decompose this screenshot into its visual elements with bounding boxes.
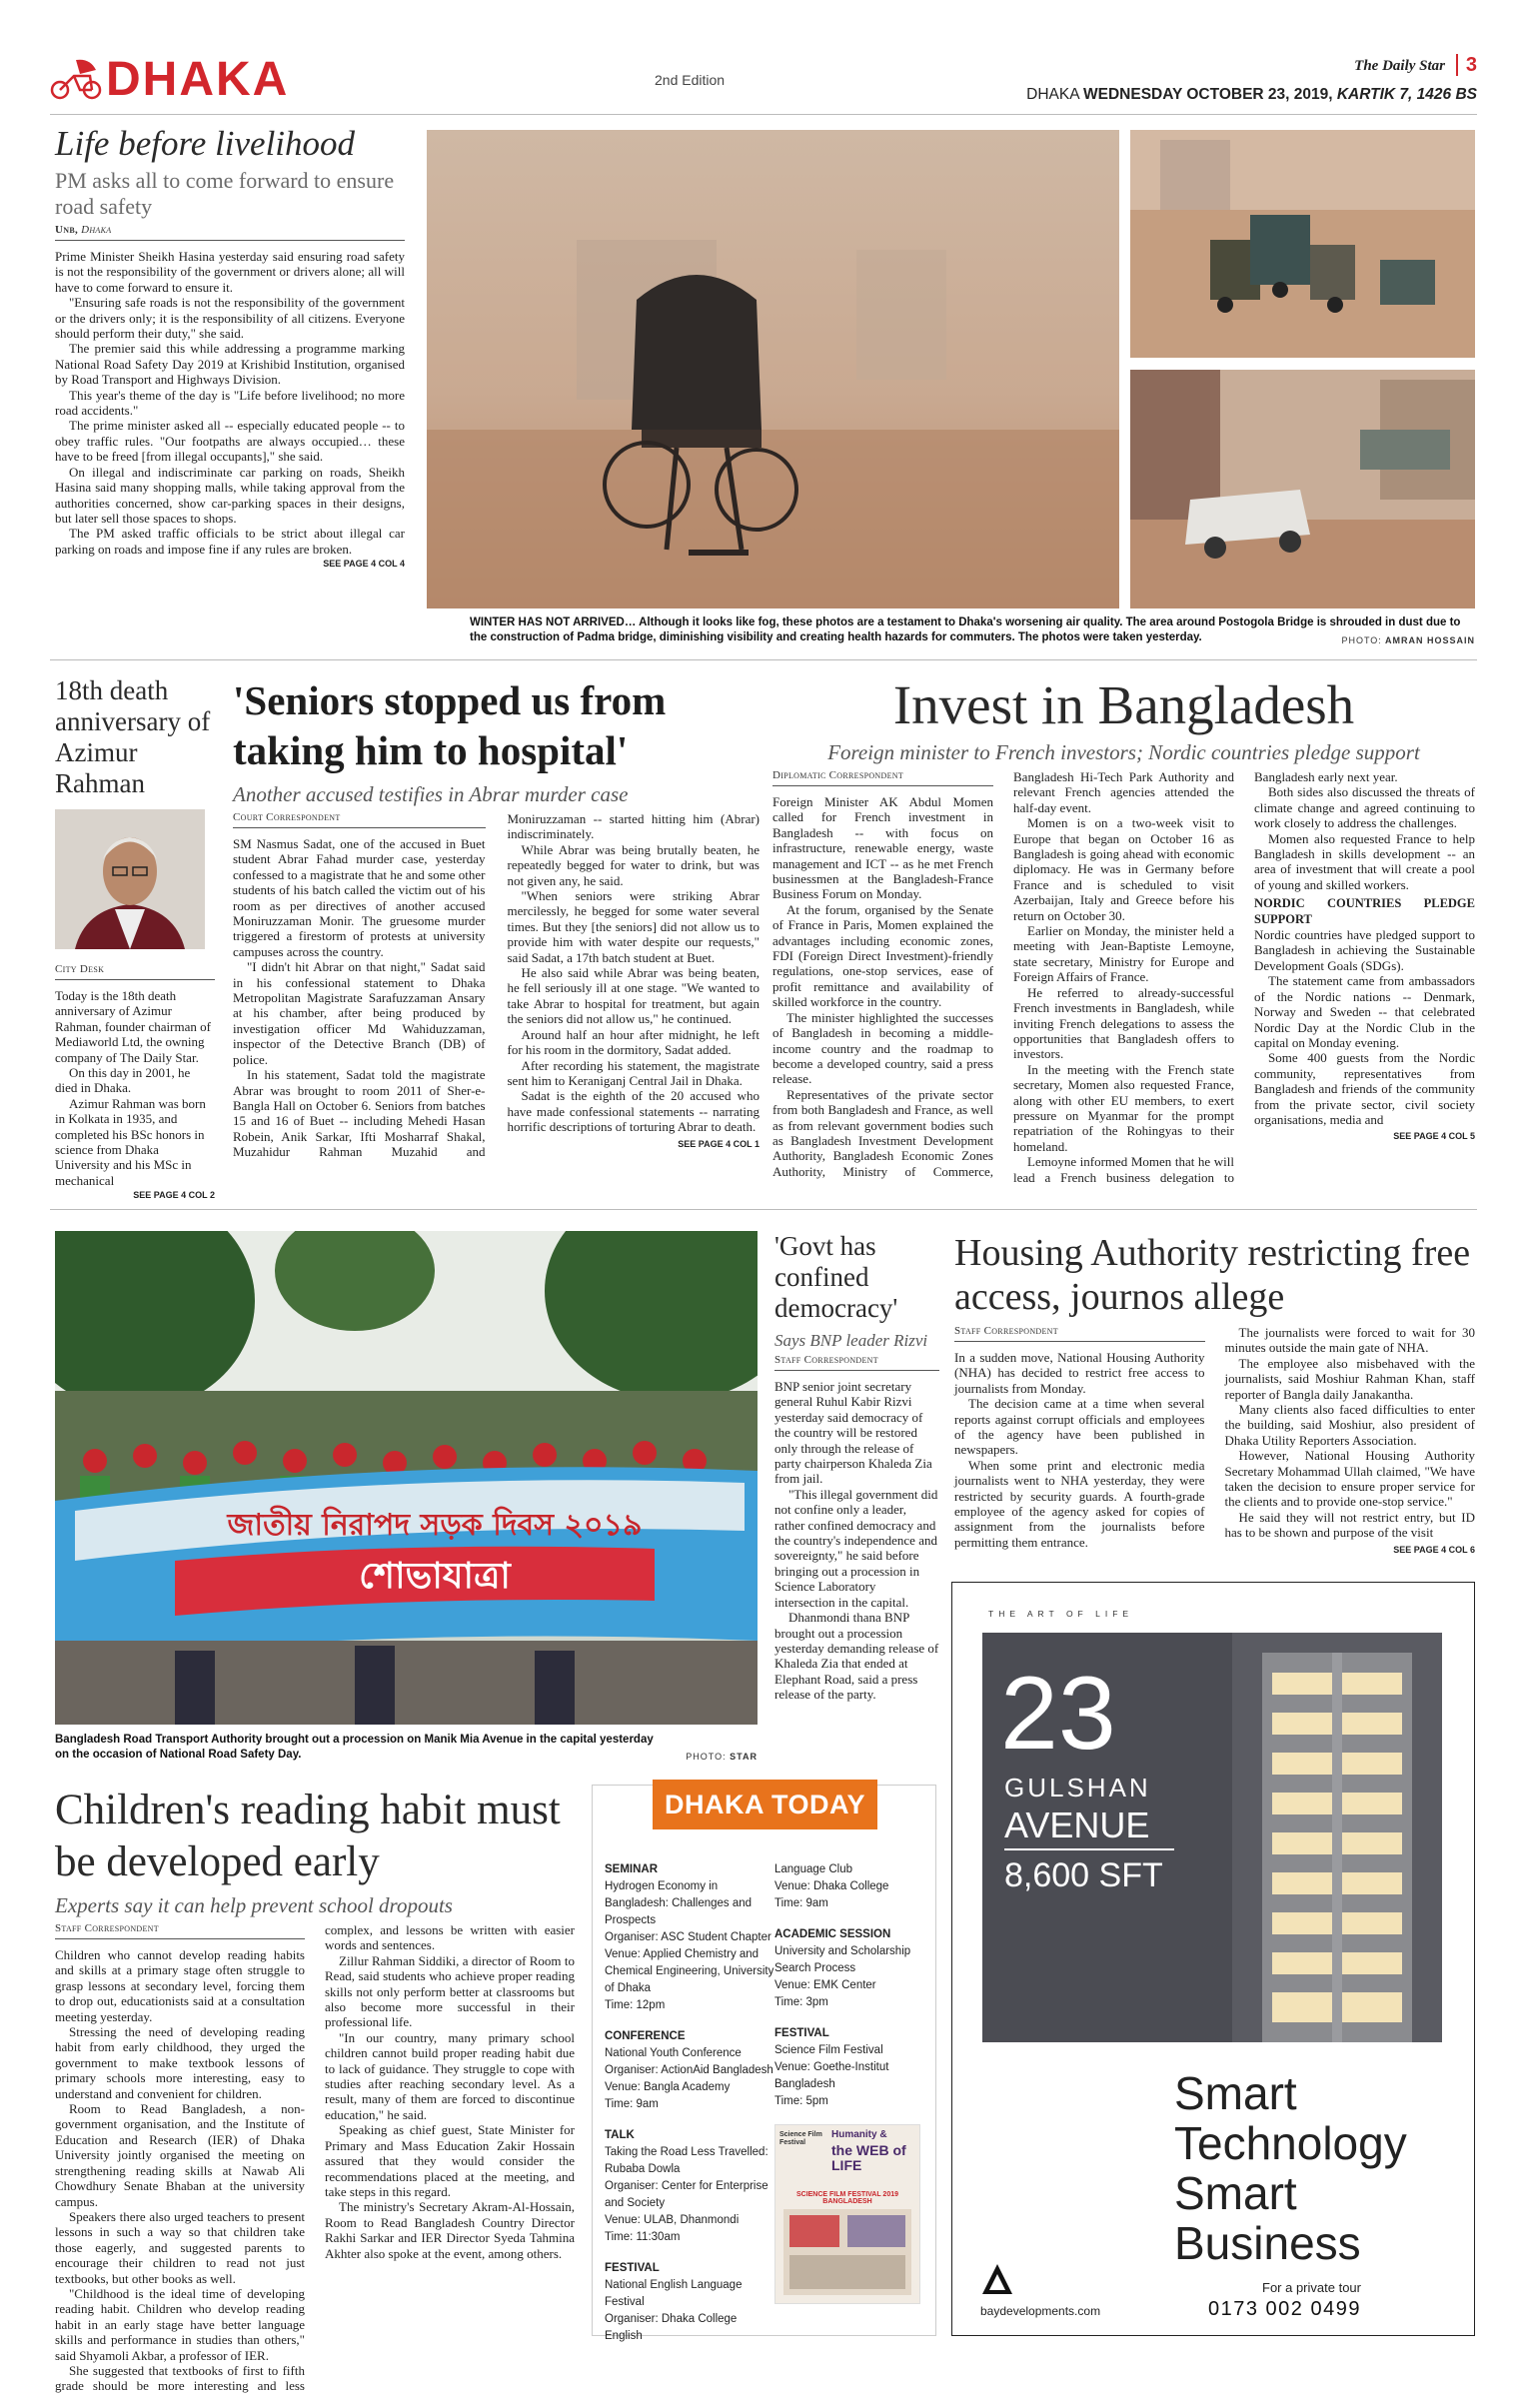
event-line: Time: 12pm [605,1999,666,2011]
story-abrar [233,675,760,1160]
poster-badge: Science Film Festival [779,2131,822,2146]
event-line: National English Language Festival [605,2279,743,2308]
events-col-2 [774,1861,934,2304]
ad-tour-text: For a private tour [1262,2280,1361,2295]
event-item[interactable] [774,2025,934,2110]
dateline-bangla: KARTIK 7, 1426 BS [1336,86,1477,103]
paragraph: The premier said this while addressing a programme marking National Road Safety Day 2019 at Krishibid Institution, organised by Road Transport and Highways Division. [55,341,405,388]
event-line: Hydrogen Economy in Bangladesh: Challenges and Prospects [605,1880,753,1926]
jump-line[interactable]: SEE PAGE 4 COL 5 [1393,1131,1475,1142]
rickshaw-icon [50,56,102,100]
event-line: Venue: Bangla Academy [605,2081,731,2093]
jump-line[interactable]: SEE PAGE 4 COL 6 [1393,1544,1475,1555]
story-road-safety [55,124,405,569]
article-body [55,249,405,557]
section-rule [50,659,1477,660]
story-invest [772,675,1475,1189]
byline: Court Correspondent [233,811,486,828]
ad-website[interactable]: baydevelopments.com [980,2304,1101,2318]
paragraph: The ministry's Secretary Akram-Al-Hossain, Room to Read Bangladesh Country Director Rakhi Sarkar and IER Director Syeda Tahmina Akhter also spoke at the event, among others. [325,2199,575,2261]
jump-line[interactable]: SEE PAGE 4 COL 1 [678,1138,760,1149]
byline: Diplomatic Correspondent [772,769,993,786]
headline: Invest in Bangladesh [892,674,1355,735]
event-line: Venue: Dhaka College [774,1880,889,1892]
event-line: Organiser: Center for Enterprise and Society [605,2180,768,2209]
paragraph: Sadat is the eighth of the 20 accused who have made confessional statements -- narrating horrific descriptions of torturing Abrar to death. [507,1088,760,1135]
credit-label: PHOTO: [686,1752,727,1762]
headline: Housing Authority restricting free access, journos allege [954,1232,1471,1318]
paragraph: Speaking as chief guest, State Minister for Primary and Mass Education Zakir Hossain assured that they would consider the recommendations placed at the meeting, and take steps in this regard. [325,2122,575,2199]
azimur-portrait [55,809,205,949]
procession-credit [660,1752,758,1762]
event-item[interactable] [605,2028,774,2113]
ad-tagline: THE ART OF LIFE [988,1609,1134,1619]
story-reading [55,1785,575,2408]
dust-photo-top-right [1130,130,1475,358]
paragraph: SM Nasmus Sadat, one of the accused in Buet student Abrar Fahad murder case, yesterday confessed to a magistrate that he and some other students of his batch called the victim out of his room as per directives of another accused Moniruzzaman Monir. The gruesome murder triggered a firestorm of protests at university campuses across the country. [233,836,486,959]
paragraph: Prime Minister Sheikh Hasina yesterday said ensuring road safety is not the responsibility of the government or drivers alone; all will have to come forward to ensure it. [55,249,405,295]
byline: Staff Correspondent [55,1922,305,1939]
caption-text: Although it looks like fog, these photos are a testament to Dhaka's worsening air quality. The area around Postogola Bridge is shrouded in dust due to the construction of Padma bridge, diminishing visibility and creating health hazards for commuters. The photos were taken yesterday. [470,616,1461,643]
paragraph: "This illegal government did not confine only a leader, rather confined democracy and the country's independence and sovereignty," he said before bringing out a procession in Science Laboratory intersection in the capital. [774,1486,938,1610]
edition-label: 2nd Edition [655,72,726,88]
credit-name: STAR [730,1752,758,1762]
paragraph: Zillur Rahman Siddiki, a director of Room to Read, said students who achieve proper reading skills not only perform better at classrooms but also become more successful in their professional life. [325,1952,575,2030]
deck: Another accused testifies in Abrar murder case [233,782,629,806]
headline: Children's reading habit must be developed early [55,1787,561,1885]
event-line: Organiser: ASC Student Chapter [605,1931,771,1943]
dateline-city: DHAKA [1026,86,1079,103]
poster-graphic [783,2209,911,2295]
poster-title-2: the WEB of LIFE [831,2142,906,2173]
ad-slogan-1: Smart [1174,2067,1297,2119]
article-body [774,1379,939,1703]
event-item[interactable] [774,1861,934,1912]
article-columns [55,1922,575,2408]
ad-phone[interactable]: 0173 002 0499 [1208,2298,1361,2320]
jump-line[interactable]: SEE PAGE 4 COL 2 [133,1190,215,1201]
byline: Staff Correspondent [774,1354,939,1371]
paragraph: Azimur Rahman was born in Kolkata in 1935, and completed his BSc honors in science from Dhaka University and his MSc in mechanical [55,1095,206,1188]
event-type: FESTIVAL [774,2027,829,2039]
event-type: FESTIVAL [605,2262,660,2274]
paragraph: "In our country, many primary school children cannot build proper reading habit due to lack of guidance. They struggle to cope with studies after reaching secondary level. As a result, many of them are forced to discontinue education," he said. [325,2029,575,2122]
dateline-date: WEDNESDAY OCTOBER 23, 2019, [1083,86,1333,103]
ad-street-2: AVENUE [1004,1805,1150,1845]
event-line: Time: 11:30am [605,2231,681,2243]
ad-divider [1004,1848,1174,1850]
paragraph: Some 400 guests from the Nordic community, representatives from Bangladesh and friends of the community from the private sector, civil society organisations, media and [1254,1050,1475,1127]
event-line: Time: 3pm [774,1996,828,2008]
dust-photo-credit [1341,635,1475,645]
paragraph: "When seniors were striking Abrar mercilessly, he begged for some water several times. But they [the seniors] did not allow us to provide him with water despite our requests," said Sadat, a 17th batch student at Buet. [507,888,760,965]
paragraph: "Ensuring safe roads is not the responsibility of the government or the drivers only; it is the responsibility of all citizens. Everyone should perform their duty," she said. [55,295,405,342]
ad-area: 8,600 SFT [1004,1856,1163,1894]
paragraph: Children who cannot develop reading habits and skills at a primary stage often struggle to grasp lessons at secondary level, forcing them to drop out, educationists said at a consultation meeting yesterday. [55,1947,305,2024]
dust-photo-caption [470,615,1475,645]
byline: City Desk [55,963,215,980]
story-housing [954,1231,1475,1569]
paragraph: In a sudden move, National Housing Authority (NHA) has decided to restrict free access to journalists from Monday. [954,1350,1205,1396]
event-line: University and Scholarship Search Process [774,1945,911,1974]
procession-caption: Bangladesh Road Transport Authority brought out a procession on Manik Mia Avenue in the capital yesterday on the occasion of National Road Safety Day. [55,1734,654,1761]
masthead [50,52,1477,112]
paragraph: Momen also requested France to help Bangladesh in skills development -- an area of investment that will create a pool of young and skilled workers. [1254,830,1475,892]
event-item[interactable] [605,1861,774,2014]
paragraph: BNP senior joint secretary general Ruhul Kabir Rizvi yesterday said democracy of the country will be restored only through the release of party chairperson Khaleda Zia from jail. [774,1379,932,1487]
event-type: SEMINAR [605,1863,659,1875]
paragraph: Earlier on Monday, the minister held a meeting with Jean-Baptiste Lemoyne, state secretary, Ministry for Europe and Foreign Affairs of France. [1013,923,1234,985]
byline-agency: Unb, [55,224,79,236]
masthead-rule [50,114,1477,115]
article-body [954,1325,1475,1569]
deck: Says BNP leader Rizvi [774,1331,928,1350]
paragraph: When some print and electronic media journalists went to NHA yesterday, they were restricted by security guards. A fourth-grade employee of the agency asked for copies of assignment from the journalists before permitting them entrance. [954,1457,1205,1550]
procession-photo [55,1231,758,1725]
paragraph: After recording his statement, the magistrate sent him to Keraniganj Central Jail in Dhaka. [507,1057,760,1088]
article-columns [233,811,760,1160]
paragraph: Many clients also faced difficulties to enter the building, said Moshiur, also president of Dhaka Utility Reporters Association. [1224,1402,1475,1448]
ad-dark-panel [982,1633,1442,2042]
event-line: Venue: ULAB, Dhanmondi [605,2214,740,2226]
article-body [233,811,760,1160]
poster-title-1: Humanity & [831,2129,887,2140]
paragraph: Dhanmondi thana BNP brought out a procession yesterday demanding release of Khaleda Zia that ended at Elephant Road, said a press release of the party. [774,1610,939,1703]
event-line: Time: 9am [605,2098,659,2110]
byline [55,224,405,241]
ad-slogan-3: Smart [1174,2167,1297,2219]
paragraph: However, National Housing Authority Secretary Mohammad Ullah claimed, "We have taken the decision to ensure proper service for the clients and to provide one-stop service." [1224,1448,1475,1510]
deck: Experts say it can help prevent school dropouts [55,1893,453,1917]
section-title: DHAKA [106,53,290,106]
paragraph: This year's theme of the day is "Life before livelihood; no more road accidents." [55,387,405,419]
paragraph: In the meeting with the French state secretary, Momen also requested France, along with other EU members, to exert pressure on Myanmar for the prompt repatriation of the Rohingyas to their homeland. [1013,1061,1234,1154]
paragraph: While Abrar was being brutally beaten, he repeatedly begged for water to drink, but was not given any, he said. [507,841,760,888]
paragraph: Foreign Minister AK Abdul Momen called for French investment in Bangladesh -- with focus on infrastructure, renewable energy, waste management and ICT -- as he met French businessmen at the Bangladesh-France Business Forum on Monday. [772,794,993,902]
paragraph: On illegal and indiscriminate car parking on roads, Sheikh Hasina said many shopping malls, while taking approval from the authorities concerned, show car-parking spaces in their designs, but later sell those spaces to shops. [55,464,405,526]
caption-lead: WINTER HAS NOT ARRIVED… [470,616,637,628]
event-item[interactable] [605,2127,774,2246]
paragraph: He also said while Abrar was being beaten, he fell seriously ill at one stage. "We wanted to take Abrar to hospital for treatment, but again the seniors did not allow us," he continued. [507,965,760,1027]
events-col-1 [605,1861,774,2359]
paragraph: "I didn't hit Abrar on that night," Sadat said in his confessional statement to Dhaka Metropolitan Magistrate Sarafuzzaman Ansary at his chamber, after being produced by investigation officer Md Wahiduzzaman, inspector of the Detective Branch (DB) of police. [233,959,486,1067]
jump-line[interactable]: SEE PAGE 4 COL 4 [323,559,405,570]
paragraph: Stressing the need of developing reading habit from early childhood, they urged the government to make textbook lessons of primary schools more interesting, easy to understand and convenient for children. [55,2024,305,2101]
bay-developments-ad[interactable] [951,1582,1475,2336]
paragraph: Speakers there also urged teachers to present lessons in such a way so that children take those eagerly, and suggested parents to encourage their children to read not just textbooks, but other books as well. [55,2208,305,2286]
dust-photo-bottom-right [1130,370,1475,608]
poster-subtitle: SCIENCE FILM FESTIVAL 2019 BANGLADESH [795,2191,899,2205]
credit-name: AMRAN HOSSAIN [1384,635,1475,645]
credit-label: PHOTO: [1341,635,1382,645]
event-line: Venue: Goethe-Institut Bangladesh [774,2061,889,2090]
paragraph: Lemoyne informed Momen that he will lead a French business delegation to Bangladesh early next year. [1013,769,1398,1185]
kicker: Life before livelihood [55,124,356,163]
article-body [55,988,215,1188]
event-type: CONFERENCE [605,2030,686,2042]
paragraph: Representatives of the private sector from both Bangladesh and France, as well as from relevant government bodies such as Bangladesh Investment Development Authority, Bangladesh Economic Zones Authority, Ministry of Commerce, Bangladesh Hi-Tech Park Authority and relevant French agencies attended the half-day event. [772,769,1234,1179]
paragraph: She suggested that textbooks of first to fifth grade should be more interesting and less complex, and lessons be written with easier words and sentences. [55,1922,575,2394]
article-body [772,769,1475,1189]
dateline [1026,86,1477,104]
paragraph: Room to Read Bangladesh, a non-government organisation, and the Institute of Education and Research (IER) of Dhaka University jointly organised the meeting on strengthening reading skills at Nawab Ali Chowdhury Senate Bhaban at the university campus. [55,2101,305,2209]
article-columns [772,769,1475,1189]
ad-slogan-2: Technology [1174,2117,1407,2169]
event-line: Taking the Road Less Travelled: Rubaba Dowla [605,2146,768,2175]
section-rule [50,1209,1477,1210]
event-line: Venue: Applied Chemistry and Chemical Engineering, University of Dhaka [605,1948,774,1994]
event-line: Venue: EMK Center [774,1979,876,1991]
banner-text: জাতীয় নিরাপদ সড়ক দিবস ২০১৯ [227,1508,643,1543]
article-body [55,1922,575,2408]
subhead: NORDIC COUNTRIES PLEDGE SUPPORT [1254,896,1475,926]
deck: Foreign minister to French investors; Nordic countries pledge support [827,740,1420,764]
paragraph: Today is the 18th death anniversary of Azimur Rahman, founder chairman of Mediaworld Ltd, the owning company of The Daily Star. [55,988,211,1065]
dhaka-today-title: DHAKA TODAY [653,1780,877,1829]
page-number: 3 [1456,54,1477,76]
event-line: National Youth Conference [605,2047,742,2059]
story-govt [774,1231,939,1703]
paragraph: On this day in 2001, he died in Dhaka. [55,1065,191,1096]
event-item[interactable] [774,1926,934,2011]
event-line: Language Club [774,1863,853,1875]
ad-slogan-4: Business [1174,2217,1361,2269]
paragraph: In his statement, Sadat told the magistrate Abrar was brought to room 2011 of Sher-e-Bangla Hall on October 6. Seniors from batches 15 and 16 of Buet -- including Mehedi Hasan Robein, Anik Sarkar, Ifti Mosharraf Shakal, Muzahidur Rahman Muzahid and Moniruzzaman -- started hitting him (Abrar) indiscriminately. [233,811,760,1160]
story-azimur [55,675,215,1200]
paragraph: The minister highlighted the successes of Bangladesh in becoming a middle-income country and the roadmap to become a developed country, said a press release. [772,1009,993,1087]
event-type: ACADEMIC SESSION [774,1928,891,1940]
film-festival-poster [774,2124,920,2304]
paragraph: The statement came from ambassadors of the Nordic nations -- Denmark, Norway and Sweden -- that celebrated Nordic Day at the Nordic Club in the capital on Monday evening. [1254,973,1475,1050]
event-type: TALK [605,2129,635,2141]
article-columns [954,1325,1475,1569]
dust-photo-main [427,130,1119,608]
paragraph: Momen is on a two-week visit to Europe that began on October 16 as Bangladesh is going ahead with economic diplomacy. He was in Germany before France and is scheduled to visit Azerbaijan, Italy and Greece before his return on October 30. [1013,815,1234,923]
event-line: Science Film Festival [774,2044,883,2056]
event-line: Organiser: ActionAid Bangladesh [605,2064,773,2076]
byline: Staff Correspondent [954,1325,1205,1342]
paragraph: The prime minister asked all -- especially educated people -- to obey traffic rules. "Our footpaths are always occupied… these have to be freed [from illegal occupants]," she said. [55,418,405,465]
ad-number: 23 [1000,1656,1116,1772]
banner-text-2: শোভাযাত্রা [359,1556,511,1597]
event-line: Time: 5pm [774,2095,828,2107]
byline-city: Dhaka [81,224,112,236]
paragraph: The decision came at a time when several reports against corrupt officials and employees of the agency have been published in newspapers. [954,1396,1205,1458]
paragraph: The journalists were forced to wait for 30 minutes outside the main gate of NHA. [1224,1325,1475,1356]
paragraph: Nordic countries have pledged support to Bangladesh in achieving the Sustainable Development Goals (SDGs). [1254,927,1475,973]
paragraph: He referred to already-successful French investments in Bangladesh, while inviting French delegations to assess the opportunities that Bangladesh offers to investors. [1013,984,1234,1062]
headline: 18th death anniversary of Azimur Rahman [55,675,211,798]
paper-name: The Daily Star [1354,58,1445,74]
bay-logo-icon [980,2262,1014,2296]
headline: 'Seniors stopped us from taking him to hospital' [233,677,667,773]
event-item[interactable] [605,2260,774,2345]
paragraph: Around half an hour after midnight, he left for his room in the dormitory, Sadat added. [507,1026,760,1058]
paragraph: "Childhood is the ideal time of developing reading habit. Children who develop reading habit in an early stage have better language skills and performance in studies than others," said Shyamoli Akbar, a professor of IER. [55,2285,305,2363]
headline: PM asks all to come forward to ensure road safety [55,168,395,219]
paragraph: The employee also misbehaved with the journalists, said Moshiur Rahman Khan, staff reporter of Bangla daily Janakantha. [1224,1355,1475,1402]
ad-street-1: GULSHAN [1004,1773,1151,1803]
dhaka-today [592,1785,936,2342]
paragraph: Both sides also discussed the threats of climate change and agreed continuing to work closely to address the challenges. [1254,784,1475,831]
headline: 'Govt has confined democracy' [774,1231,898,1323]
event-line: Organiser: Dhaka College English [605,2313,738,2342]
event-line: Time: 9am [774,1897,828,1909]
paragraph: The PM asked traffic officials to be strict about illegal car parking on roads and impose fine if any rules are broken. [55,526,405,557]
paragraph: At the forum, organised by the Senate of France in Paris, Momen explained the advantages including economic zones, FDI (Foreign Direct Investment)-friendly regulations, one-stop services, ease of profit remittance and availability of skilled workforce in the country. [772,901,993,1010]
paragraph: He said they will not restrict entry, but ID has to be shown and purpose of the visit [1224,1509,1475,1541]
